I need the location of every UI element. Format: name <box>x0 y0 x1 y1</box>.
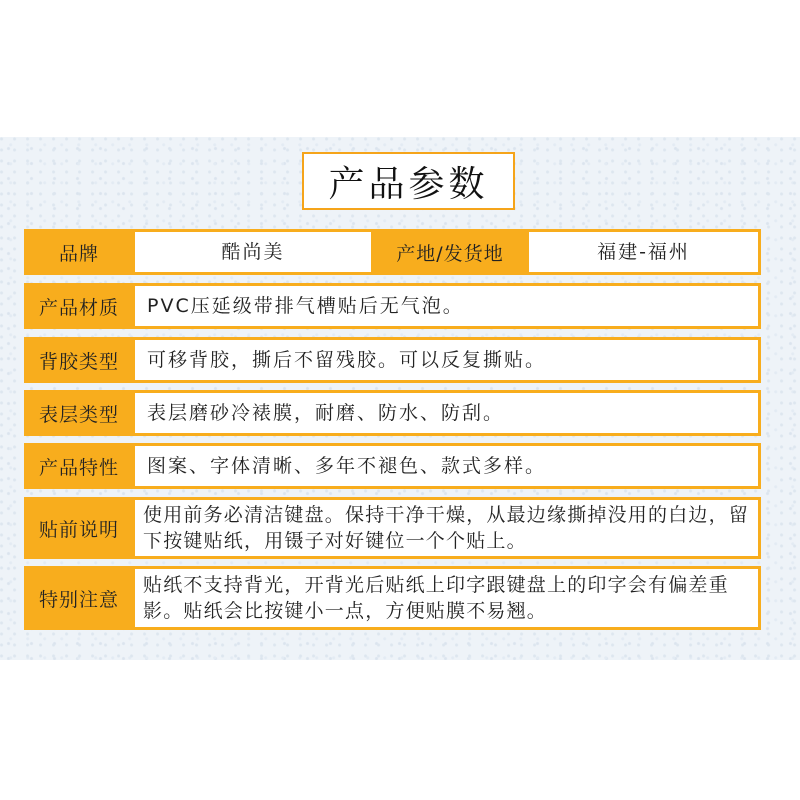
spec-row-adhesive <box>24 337 761 383</box>
spec-row-instructions <box>24 497 761 559</box>
spec-row-notice <box>24 566 761 630</box>
page-title: 产品参数 <box>302 152 515 210</box>
spec-label: 特别注意 <box>38 588 119 611</box>
spec-value: 可移背胶，撕后不留残胶。可以反复撕贴。 <box>135 340 758 380</box>
spec-label: 产品特性 <box>38 456 119 479</box>
spec-value: 使用前务必清洁键盘。保持干净干燥，从最边缘撕掉没用的白边，留下按键贴纸，用镊子对好键位一个个贴上。 <box>135 500 758 556</box>
origin-label: 产地/发货地 <box>396 242 504 265</box>
spec-label: 贴前说明 <box>38 518 119 541</box>
spec-row-surface <box>24 390 761 436</box>
spec-value: 贴纸不支持背光，开背光后贴纸上印字跟键盘上的印字会有偏差重影。贴纸会比按键小一点，方便贴膜不易翘。 <box>135 569 758 627</box>
spec-label: 表层类型 <box>38 403 119 426</box>
spec-row-features <box>24 443 761 489</box>
brand-origin-row <box>24 229 761 275</box>
spec-value: 图案、字体清晰、多年不褪色、款式多样。 <box>135 446 758 486</box>
spec-row-material <box>24 283 761 329</box>
brand-value: 酷尚美 <box>135 232 371 272</box>
origin-value: 福建-福州 <box>529 232 758 272</box>
spec-label: 产品材质 <box>38 296 119 319</box>
spec-value: 表层磨砂冷裱膜，耐磨、防水、防刮。 <box>135 393 758 433</box>
brand-label: 品牌 <box>58 242 99 265</box>
spec-label: 背胶类型 <box>38 350 119 373</box>
spec-value: PVC压延级带排气槽贴后无气泡。 <box>135 286 758 326</box>
